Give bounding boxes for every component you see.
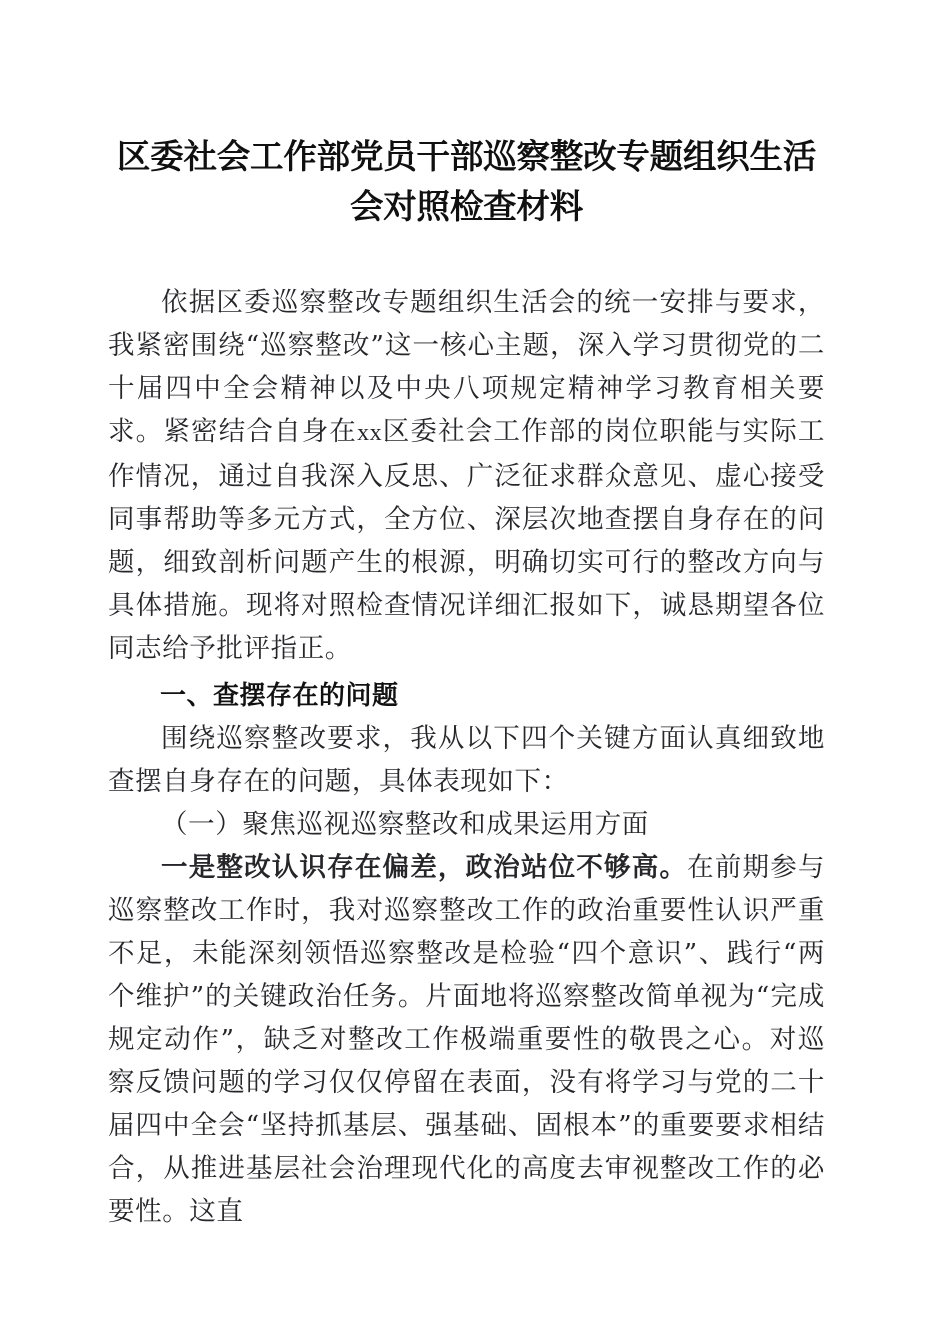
section-1-intro-paragraph: 围绕巡察整改要求，我从以下四个关键方面认真细致地查摆自身存在的问题，具体表现如下： (108, 723, 825, 797)
lead-paragraph-text-part-2: 区委社会工作部的岗位职能与实际工作情况，通过自我深入反思、广泛征求群众意见、虚心接受同事帮助等多元方式，全方位、深层次地查摆自身存在的问题，细致剖析问题产生的根源，明确切实可行的整改方向与具体措施。现将对照检查情况详细汇报如下，诚恳期望各位同志给予批评指正。 (108, 416, 825, 664)
page-title (108, 0, 825, 233)
section-heading-1: 一、查摆存在的问题 (160, 680, 399, 710)
item-1-lead-sentence: 一是整改认识存在偏差，政治站位不够高。 (161, 852, 688, 883)
page-title-line-2: 活会对照检查材料 (349, 139, 817, 226)
document-content-column (108, 0, 825, 1233)
item-1-paragraph (108, 846, 825, 1233)
lead-paragraph (108, 233, 825, 670)
page-title-line-1: 区委社会工作部党员干部巡察整改专题组织生 (116, 139, 783, 176)
subsection-heading-1-1: （一）聚焦巡视巡察整改和成果运用方面 (161, 809, 649, 840)
organization-placeholder: xx (357, 420, 383, 446)
lead-paragraph-text-part-1: 依据区委巡察整改专题组织生活会的统一安排与要求，我紧密围绕“巡察整改”这一核心主题，深入学习贯彻党的二十届四中全会精神以及中央八项规定精神学习教育相关要求。紧密结合自身在 (108, 287, 825, 447)
item-1-body-text: 在前期参与巡察整改工作时，我对巡察整改工作的政治重要性认识严重不足，未能深刻领悟巡察整改是检验“四个意识”、践行“两个维护”的关键政治任务。片面地将巡察整改简单视为“完成规定动作”，缺乏对整改工作极端重要性的敬畏之心。对巡察反馈问题的学习仅仅停留在表面，没有将学习与党的二十届四中全会“坚持抓基层、强基础、固根本”的重要要求相结合，从推进基层社会治理现代化的高度去审视整改工作的必要性。这直 (108, 852, 826, 1227)
